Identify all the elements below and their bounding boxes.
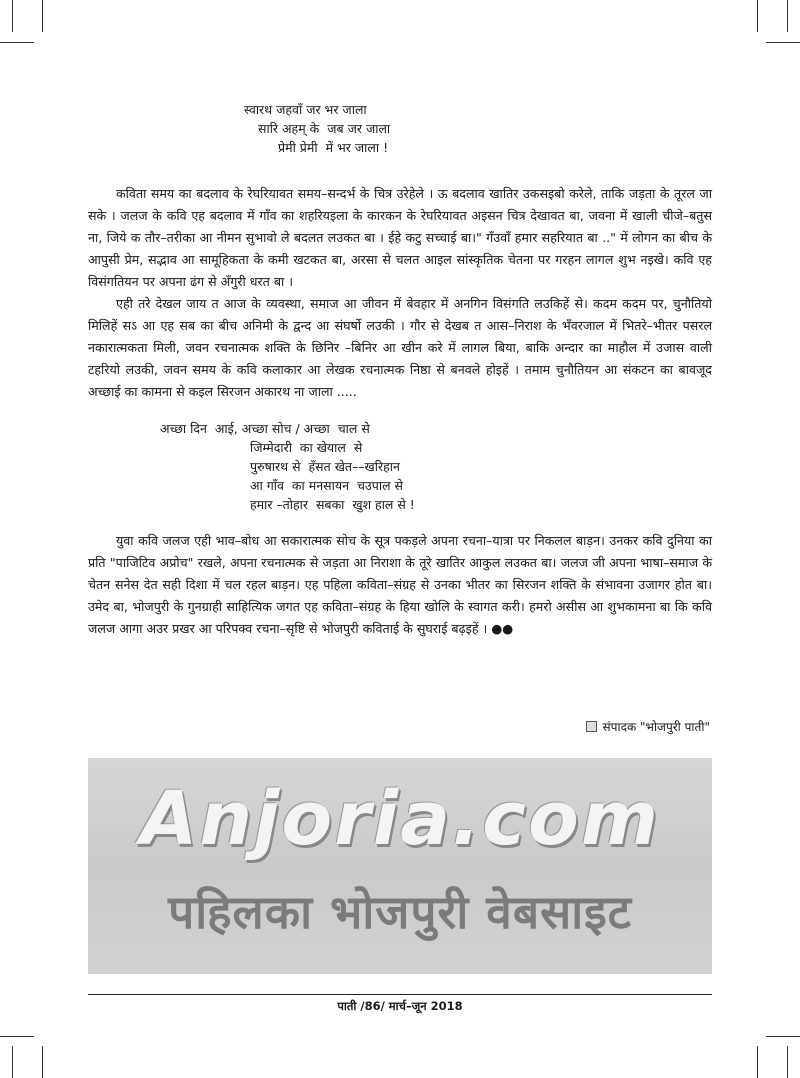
crop-mark: [42, 1046, 43, 1078]
poem-line: आ गाँव का मनसायन चउपाल से: [250, 478, 403, 493]
poem-line: पुरुषारथ से हँसत खेत––खरिहान: [250, 459, 400, 474]
poem-line: प्रेमी प्रेमी में भर जाला !: [278, 140, 389, 155]
paragraph: युवा कवि जलज एही भाव–बोध आ सकारात्मक सोच के सूत्र पकड़ले अपना रचना–यात्रा पर निकलल बाड़न। उनकर कवि दुनिया का प्रति "पाजिटिव अप्रोच" रखले, अपना रचनात्मक से जड़ता आ निराशा के तूरे खातिर आकुल लउकत बा। जलज जी अपना भाषा–समाज के चेतन सनेस देत सही दिशा में चल रहल बाड़न। एह पहिला कविता–संग्रह से उनका भीतर का सिरजन शक्ति के संभावना उजागर होत बा। उमेद बा, भोजपुरी के गुनग्राही साहित्यिक जगत एह कविता–संग्रह के हिया खोलि के स्वागत करी। हमरो असीस आ शुभकामना बा कि कवि जलज आगा अउर प्रखर आ परिपक्व रचना–सृष्टि से भोजपुरी कविताई के सुघराई बढ़इहें । ●●: [88, 533, 712, 636]
paragraph: कविता समय का बदलाव के रेघरियावत समय–सन्दर्भ के चित्र उरेहेले । ऊ बदलाव खातिर उकसइबो करेले, ताकि जड़ता के तूरल जा सके । जलज के कवि एह बदलाव में गाँव का शहरियइला के कारकन के रेघरियावत अइसन चित्र देखावत बा, जवना में खाली चीजे–बतुस ना, जिये क तौर–तरीका आ नीमन सुभावो ले बदलत लउकत बा । ईहे कटु सच्चाई बा।" गँउवाँ हमार सहरियात बा .." में लोगन का बीच के आपुसी प्रेम, सद्भाव आ सामूहिकता के कमी खटकत बा, अरसा से चलत आइल सांस्कृतिक चेतना पर गरहन लागल शुभ नइखे। कवि एह विसंगतियन पर अपना ढंग से अँगुरी धरत बा ।: [88, 186, 712, 289]
crop-mark: [787, 1046, 788, 1078]
crop-mark: [787, 0, 788, 32]
crop-mark: [0, 42, 34, 43]
crop-mark: [766, 1036, 800, 1037]
poem-line: जिम्मेदारी का खेयाल से: [250, 440, 363, 455]
poem-line: हमार –तोहार सबका खुश हाल से !: [250, 497, 415, 512]
crop-mark: [12, 1046, 13, 1078]
poem-line: स्वारथ जहवाँ जर भर जाला: [244, 102, 367, 117]
poem-line: अच्छा दिन आई, अच्छा सोच / अच्छा चाल से: [160, 421, 370, 436]
crop-mark: [757, 0, 758, 32]
crop-mark: [0, 1036, 34, 1037]
paragraph: एही तरे देखल जाय त आज के व्यवस्था, समाज आ जीवन में बेवहार में अनगिन विसंगति लउकिहें से। कदम कदम पर, चुनौतियो मिलिहें सऽ आ एह सब का बीच अनिमी के द्वन्द आ संघर्षो लउकी । गौर से देखब त आस–निराश के भँवरजाल में भितरे–भीतर पसरल नकारात्मकता मिली, जवन रचनात्मक शक्ति के छिनिर –बिनिर आ खीन करे में लागल बिया, बाकि अन्दार का माहौल में उजास वाली टहरियो लउकी, जवन समय के कवि कलाकार आ लेखक रचनात्मक निष्ठा से बनवले होइहें । तमाम चुनौतियन आ संकटन का बावजूद अच्छाई का कामना से कइल सिरजन अकारथ ना जाला .....: [88, 296, 712, 399]
opening-poem: [244, 100, 712, 157]
footer-rule: [88, 994, 712, 995]
crop-mark: [757, 1046, 758, 1078]
crop-mark: [766, 42, 800, 43]
crop-mark: [12, 0, 13, 32]
anjoria-banner: [88, 758, 712, 974]
banner-title: Anjoria.com: [140, 776, 660, 862]
poem-line: सारि अहम् के जब जर जाला: [258, 121, 391, 136]
article-body: [88, 100, 712, 640]
banner-subtitle: पहिलका भोजपुरी वेबसाइट: [168, 885, 632, 939]
crop-mark: [42, 0, 43, 32]
editor-signature: [586, 718, 710, 735]
middle-poem: [160, 419, 712, 514]
signature-text: संपादक "भोजपुरी पाती": [602, 720, 710, 734]
page-footer: पाती /86/ मार्च–जून 2018: [337, 999, 463, 1013]
square-bullet-icon: [586, 721, 597, 732]
